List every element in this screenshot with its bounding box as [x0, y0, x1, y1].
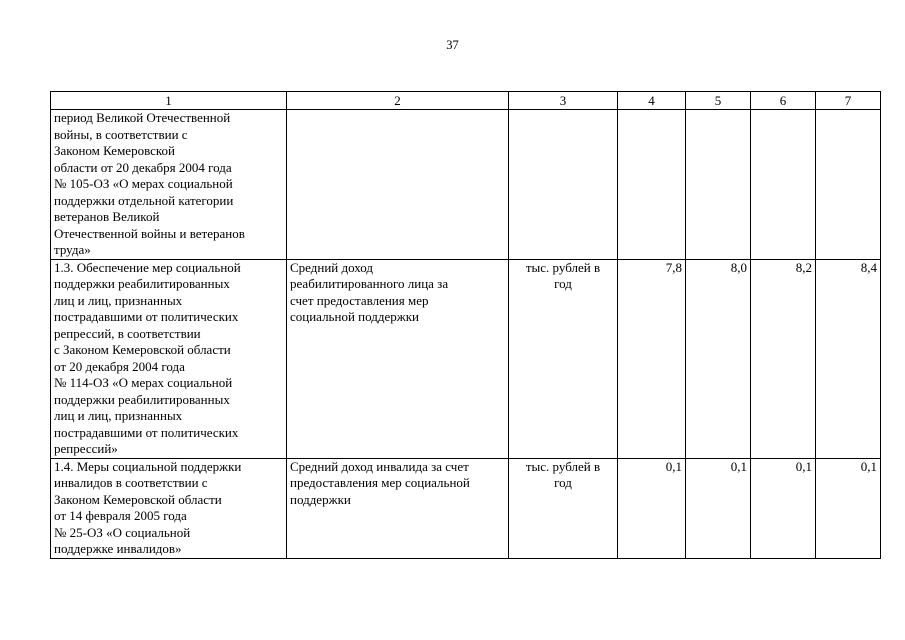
value-cell: 0,1	[618, 458, 686, 558]
value-cell: 0,1	[686, 458, 751, 558]
value-cell	[686, 110, 751, 260]
column-header: 5	[686, 92, 751, 110]
indicator-cell: Средний доход реабилитированного лица за счет предоставления мер социальной поддержки	[287, 259, 509, 458]
value-cell: 8,2	[751, 259, 816, 458]
data-table	[50, 91, 881, 559]
column-header: 2	[287, 92, 509, 110]
unit-cell: тыс. рублей в год	[509, 458, 618, 558]
measure-cell: период Великой Отечественной войны, в соответствии с Законом Кемеровской области от 20 декабря 2004 года № 105-ОЗ «О мерах социальной поддержки отдельной категории ветеранов Великой Отечественной войны и ветеранов труда»	[51, 110, 287, 260]
value-cell	[618, 110, 686, 260]
column-header: 4	[618, 92, 686, 110]
value-cell: 8,4	[816, 259, 881, 458]
value-cell: 0,1	[816, 458, 881, 558]
table-row	[51, 458, 881, 558]
value-cell	[751, 110, 816, 260]
value-cell: 8,0	[686, 259, 751, 458]
table-header-row	[51, 92, 881, 110]
column-header: 3	[509, 92, 618, 110]
table-row	[51, 110, 881, 260]
column-header: 7	[816, 92, 881, 110]
page-number: 37	[446, 38, 459, 52]
indicator-cell: Средний доход инвалида за счет предоставления мер социальной поддержки	[287, 458, 509, 558]
value-cell: 7,8	[618, 259, 686, 458]
column-header: 6	[751, 92, 816, 110]
table-row	[51, 259, 881, 458]
value-cell: 0,1	[751, 458, 816, 558]
column-header: 1	[51, 92, 287, 110]
indicator-cell	[287, 110, 509, 260]
unit-cell: тыс. рублей в год	[509, 259, 618, 458]
value-cell	[816, 110, 881, 260]
measure-cell: 1.3. Обеспечение мер социальной поддержки реабилитированных лиц и лиц, признанных пострадавшими от политических репрессий, в соответствии с Законом Кемеровской области от 20 декабря 2004 года № 114-ОЗ «О мерах социальной поддержки реабилитированных лиц и лиц, признанных пострадавшими от политических репрессий»	[51, 259, 287, 458]
measure-cell: 1.4. Меры социальной поддержки инвалидов в соответствии с Законом Кемеровской области от 14 февраля 2005 года № 25-ОЗ «О социальной поддержке инвалидов»	[51, 458, 287, 558]
unit-cell	[509, 110, 618, 260]
